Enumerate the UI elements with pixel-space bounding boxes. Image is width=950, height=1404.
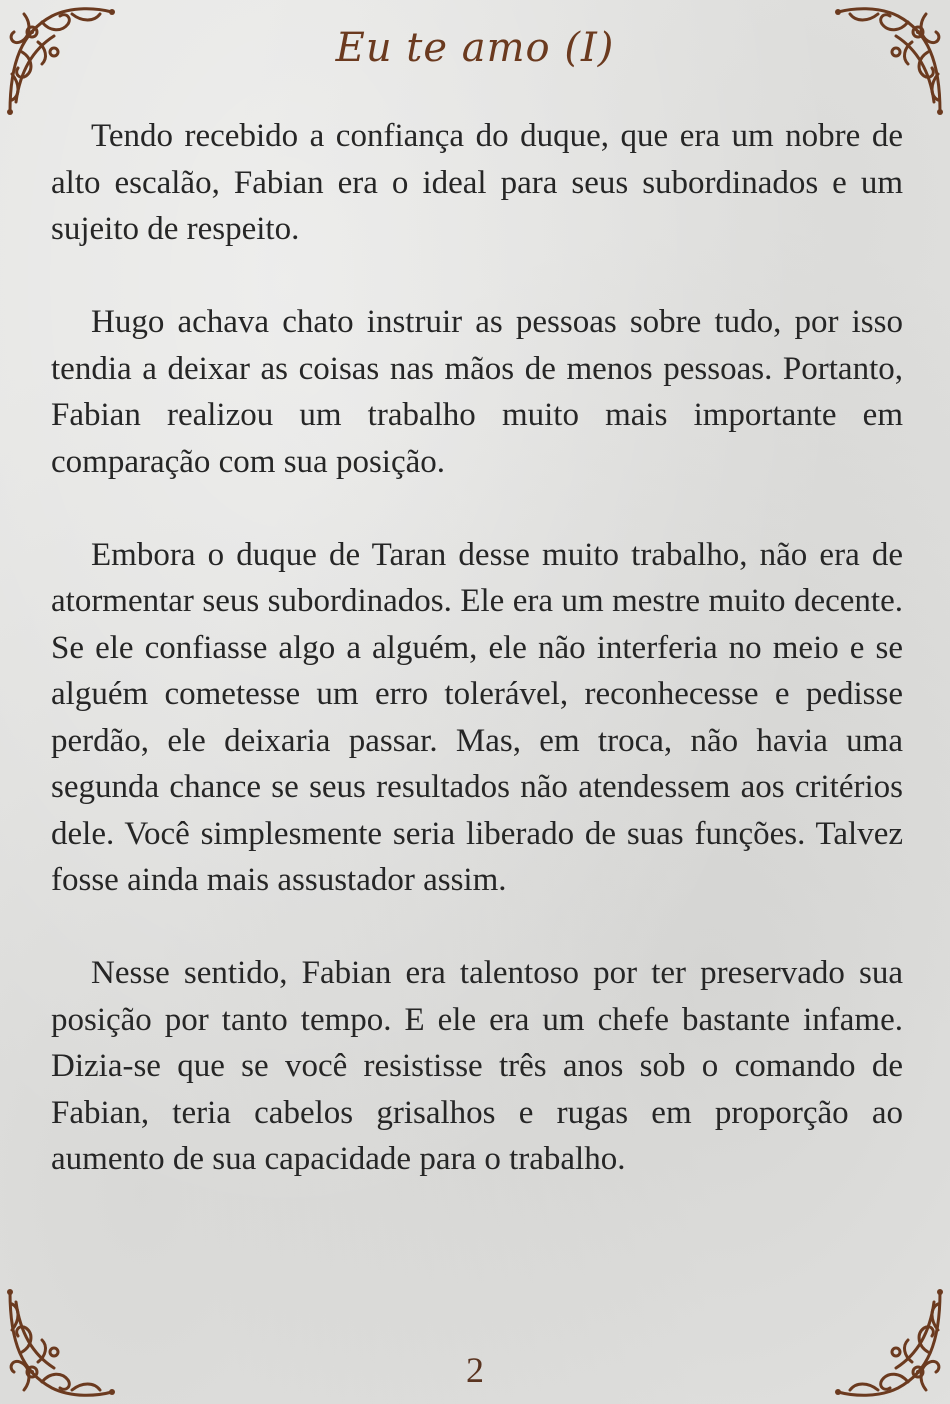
chapter-title: Eu te amo (I) <box>335 25 615 71</box>
paragraph-4: Nesse sentido, Fabian era talentoso por ter preservado sua posição por tanto tempo. E ele era um chefe bastante infame. Dizia-se que se você resistisse três anos sob o comando de Fabian, teria cabelos grisalhos e rugas em proporção ao aumento de sua capacidade para o trabalho. <box>51 955 903 1177</box>
chapter-text <box>51 113 903 1229</box>
paragraph-1: Tendo recebido a confiança do duque, que era um nobre de alto escalão, Fabian era o ideal para seus subordinados e um sujeito de respeito. <box>51 118 903 247</box>
paragraph-2: Hugo achava chato instruir as pessoas sobre tudo, por isso tendia a deixar as coisas nas mãos de menos pessoas. Portanto, Fabian realizou um trabalho muito mais importante em comparação com sua posição. <box>51 304 903 480</box>
paragraph-3: Embora o duque de Taran desse muito trabalho, não era de atormentar seus subordinados. Ele era um mestre muito decente. Se ele confiasse algo a alguém, ele não interferia no meio e se alguém cometesse um erro tolerável, reconhecesse e pedisse perdão, ele deixaria passar. Mas, em troca, não havia uma segunda chance se seus resultados não atendessem aos critérios dele. Você simplesmente seria liberado de suas funções. Talvez fosse ainda mais assustador assim. <box>51 536 903 898</box>
page-number: 2 <box>466 1350 484 1390</box>
